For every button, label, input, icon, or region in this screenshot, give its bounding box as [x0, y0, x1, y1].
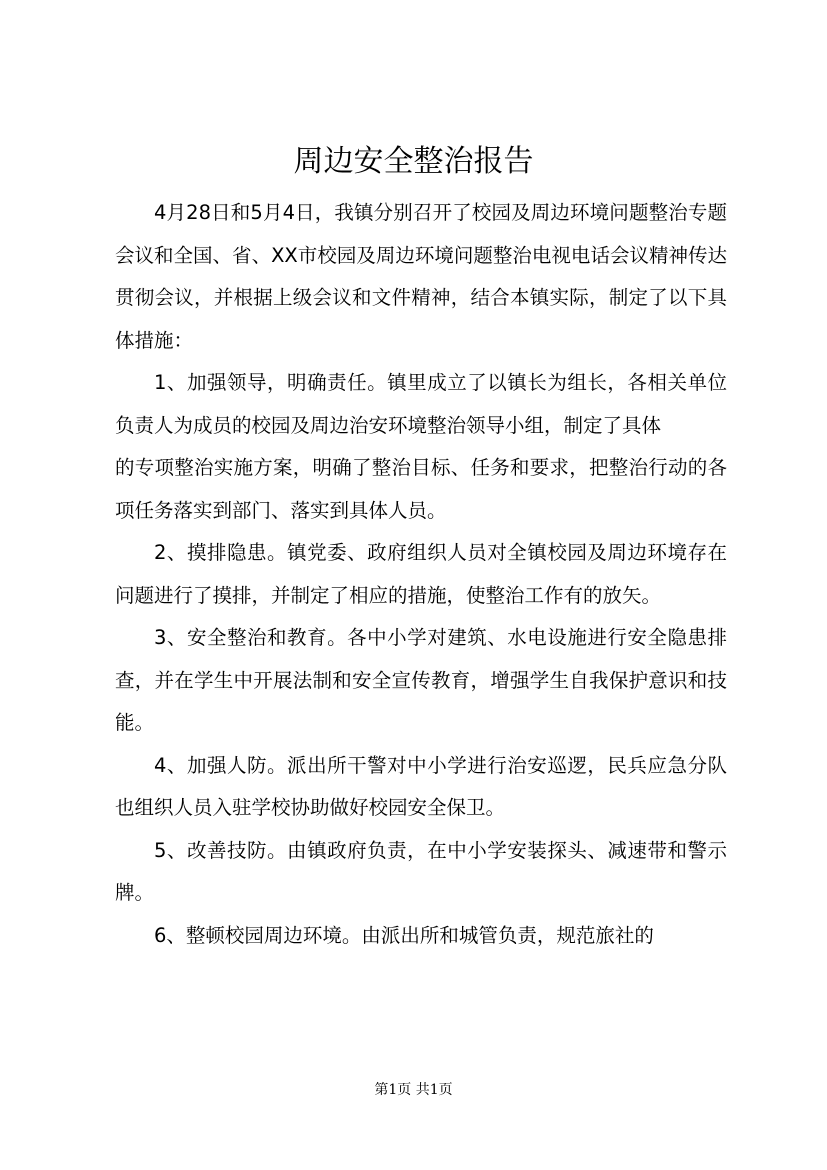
paragraph-item-1-continued: 的专项整治实施方案，明确了整治目标、任务和要求，把整治行动的各项任务落实到部门、落实到具体人员。 [115, 456, 727, 522]
paragraph-item-4: 4、加强人防。派出所干警对中小学进行治安巡逻，民兵应急分队也组织人员入驻学校协助做好校园安全保卫。 [115, 753, 727, 819]
paragraph-item-5: 5、改善技防。由镇政府负责，在中小学安装探头、减速带和警示牌。 [115, 838, 727, 904]
paragraph-item-6: 6、整顿校园周边环境。由派出所和城管负责，规范旅社的 [154, 923, 654, 947]
paragraph-item-2: 2、摸排隐患。镇党委、政府组织人员对全镇校园及周边环境存在问题进行了摸排，并制定了相应的措施，使整治工作有的放矢。 [115, 541, 727, 607]
paragraph-item-3: 3、安全整治和教育。各中小学对建筑、水电设施进行安全隐患排查，并在学生中开展法制和安全宣传教育，增强学生自我保护意识和技能。 [115, 626, 727, 734]
paragraph-intro: 4月28日和5月4日，我镇分别召开了校园及周边环境问题整治专题会议和全国、省、XX市校园及周边环境问题整治电视电话会议精神传达贯彻会议，并根据上级会议和文件精神，结合本镇实际，制定了以下具体措施： [115, 201, 727, 352]
paragraph-item-1: 1、加强领导，明确责任。镇里成立了以镇长为组长，各相关单位负责人为成员的校园及周边治安环境整治领导小组，制定了具体 [115, 371, 727, 437]
page-footer: 第1页 共1页 [374, 1082, 453, 1098]
document-title: 周边安全整治报告 [293, 144, 534, 179]
document-body [115, 192, 727, 957]
